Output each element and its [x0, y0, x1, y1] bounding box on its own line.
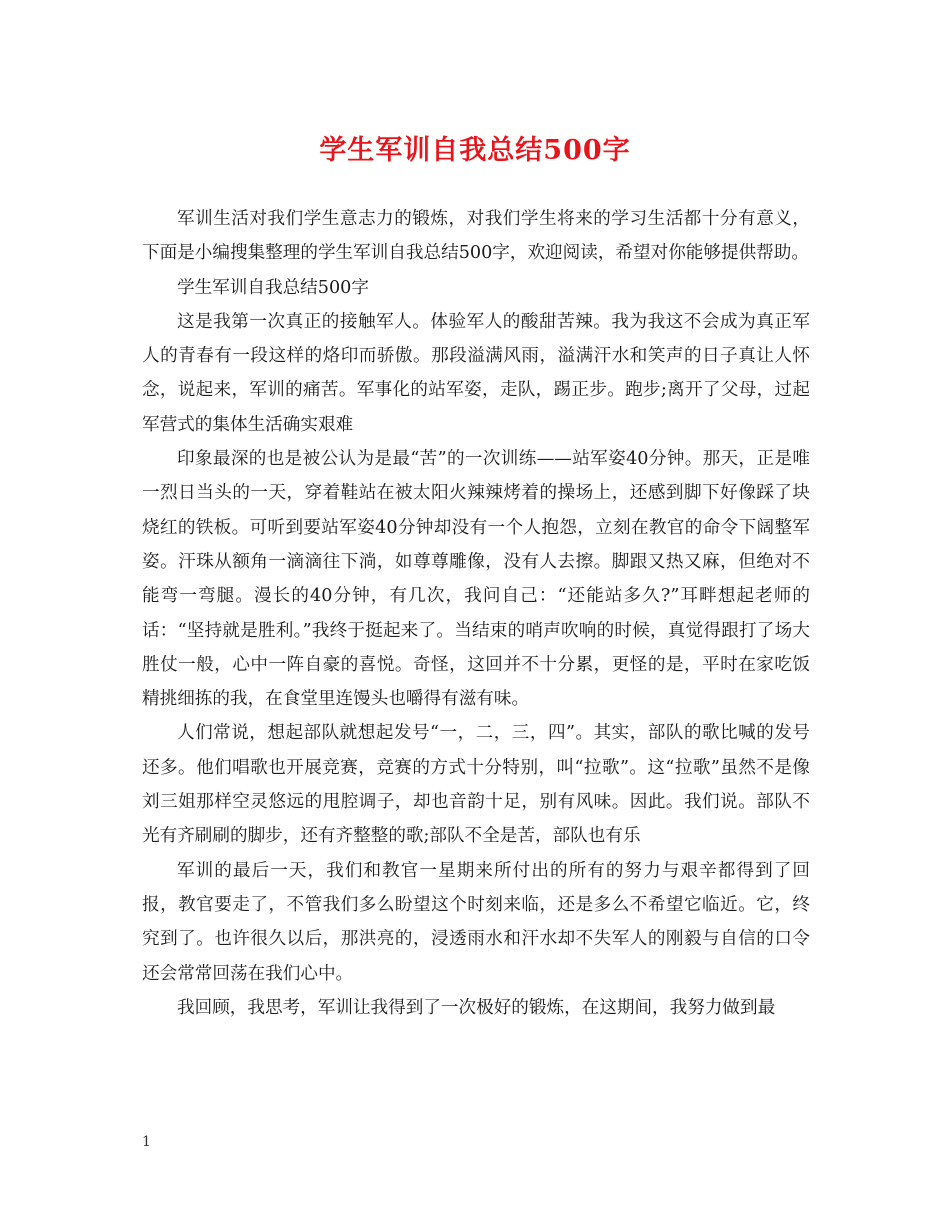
document-body	[142, 202, 810, 1025]
document-title: 学生军训自我总结500字	[319, 135, 631, 166]
body-paragraph: 这是我第一次真正的接触军人。体验军人的酸甜苦辣。我为我这不会成为真正军人的青春有一段这样的烙印而骄傲。那段溢满风雨，溢满汗水和笑声的日子真让人怀念，说起来，军训的痛苦。军事化的站军姿，走队，踢正步。跑步;离开了父母，过起军营式的集体生活确实艰难	[142, 311, 810, 435]
body-paragraph: 军训的最后一天，我们和教官一星期来所付出的所有的努力与艰辛都得到了回报，教官要走了，不管我们多么盼望这个时刻来临，还是多么不希望它临近。它，终究到了。也许很久以后，那洪亮的，浸透雨水和汗水却不失军人的刚毅与自信的口令还会常常回荡在我们心中。	[142, 860, 810, 984]
body-paragraph: 人们常说，想起部队就想起发号“一，二，三，四”。其实，部队的歌比喊的发号还多。他们唱歌也开展竞赛，竞赛的方式十分特别，叫“拉歌”。这“拉歌”虽然不是像刘三姐那样空灵悠远的甩腔调子，却也音韵十足，别有风味。因此。我们说。部队不光有齐刷刷的脚步，还有齐整整的歌;部队不全是苦，部队也有乐	[142, 723, 810, 847]
page-number: 1	[142, 1134, 151, 1150]
body-paragraph: 印象最深的也是被公认为是最“苦”的一次训练——站军姿40分钟。那天，正是唯一烈日当头的一天，穿着鞋站在被太阳火辣辣烤着的操场上，还感到脚下好像踩了块烧红的铁板。可听到要站军姿40分钟却没有一个人抱怨，立刻在教官的命令下阔整军姿。汗珠从额角一滴滴往下淌，如尊尊雕像，没有人去擦。脚跟又热又麻，但绝对不能弯一弯腿。漫长的40分钟，有几次，我问自己：“还能站多久?”耳畔想起老师的话：“坚持就是胜利。”我终于挺起来了。当结束的哨声吹响的时候，真觉得跟打了场大胜仗一般，心中一阵自豪的喜悦。奇怪，这回并不十分累，更怪的是，平时在家吃饭精挑细拣的我，在食堂里连馒头也嚼得有滋有味。	[142, 449, 810, 710]
section-heading: 学生军训自我总结500字	[177, 277, 369, 298]
intro-paragraph: 军训生活对我们学生意志力的锻炼，对我们学生将来的学习生活都十分有意义，下面是小编搜集整理的学生军训自我总结500字，欢迎阅读，希望对你能够提供帮助。	[142, 209, 810, 264]
body-paragraph: 我回顾，我思考，军训让我得到了一次极好的锻炼，在这期间，我努力做到最	[177, 997, 776, 1018]
